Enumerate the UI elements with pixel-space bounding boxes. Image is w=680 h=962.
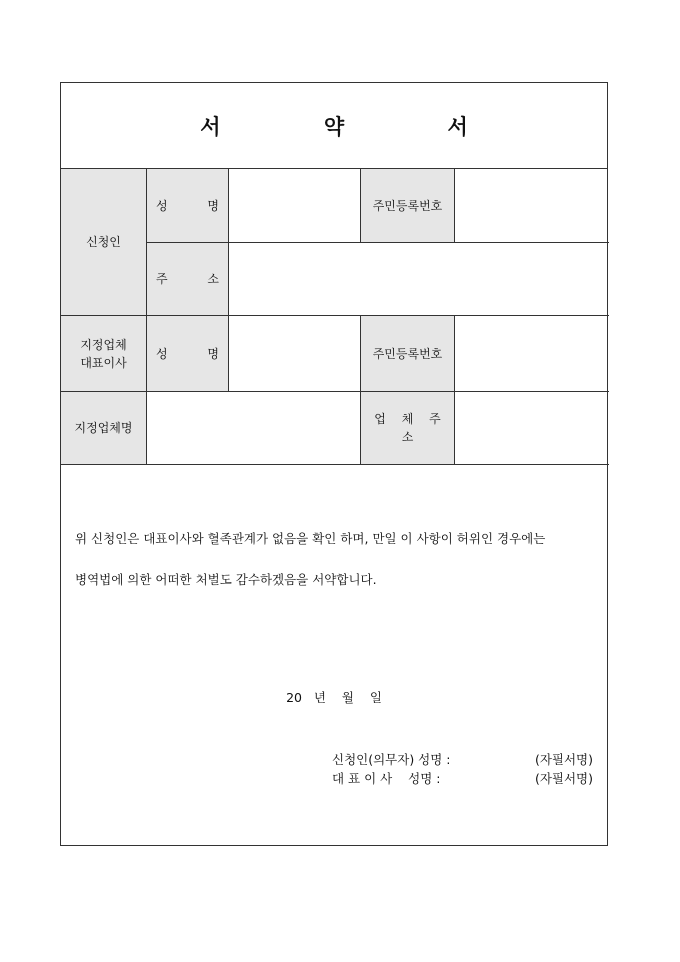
applicant-section-label [61, 169, 146, 315]
company-name-field[interactable] [147, 392, 360, 464]
company-name-label-text: 지정업체명 [74, 421, 133, 435]
divider [61, 464, 609, 465]
rep-rrn-field[interactable] [455, 316, 609, 391]
rep-name-label [147, 316, 237, 391]
company-address-field[interactable] [455, 392, 609, 464]
applicant-signature-label: 신청인(의무자) 성명 : [332, 752, 451, 767]
title-row [61, 83, 607, 169]
statement-line-1: 위 신청인은 대표이사와 혈족관계가 없음을 확인 하며, 만일 이 사항이 허위인 경우에는 [75, 531, 546, 546]
applicant-address-label-text: 주 소 [156, 272, 237, 286]
statement-line-2: 병역법에 의한 어떠한 처벌도 감수하겠음을 서약합니다. [75, 572, 377, 587]
rep-section-label-text [80, 336, 126, 372]
rep-signature-label: 대 표 이 사 성명 : [332, 771, 441, 786]
company-address-label-text: 업 체 주 소 [374, 412, 447, 444]
applicant-rrn-field[interactable] [455, 169, 609, 242]
applicant-address-field[interactable] [229, 243, 609, 315]
applicant-address-label [147, 243, 237, 315]
applicant-rrn-label-text: 주민등록번호 [372, 198, 443, 213]
rep-name-field[interactable] [229, 316, 360, 391]
rep-label-line2: 대표이사 [80, 355, 127, 370]
rep-rrn-label [361, 316, 454, 391]
company-name-label [61, 392, 146, 464]
applicant-signature-note: (자필서명) [534, 752, 593, 767]
company-address-label [361, 392, 454, 464]
applicant-name-label-text: 성 명 [156, 198, 237, 213]
rep-section-label [61, 316, 146, 391]
date-line: 20 년 월 일 [286, 690, 382, 705]
rep-name-label-text: 성 명 [156, 346, 237, 361]
rep-signature-note: (자필서명) [534, 771, 593, 786]
pledge-form [60, 82, 608, 846]
applicant-name-label [147, 169, 237, 242]
form-title: 서 약 서 [200, 113, 516, 139]
applicant-name-field[interactable] [229, 169, 360, 242]
rep-label-line1: 지정업체 [80, 337, 127, 352]
rep-rrn-label-text: 주민등록번호 [372, 346, 443, 361]
applicant-rrn-label [361, 169, 454, 242]
applicant-label-text: 신청인 [86, 235, 121, 249]
